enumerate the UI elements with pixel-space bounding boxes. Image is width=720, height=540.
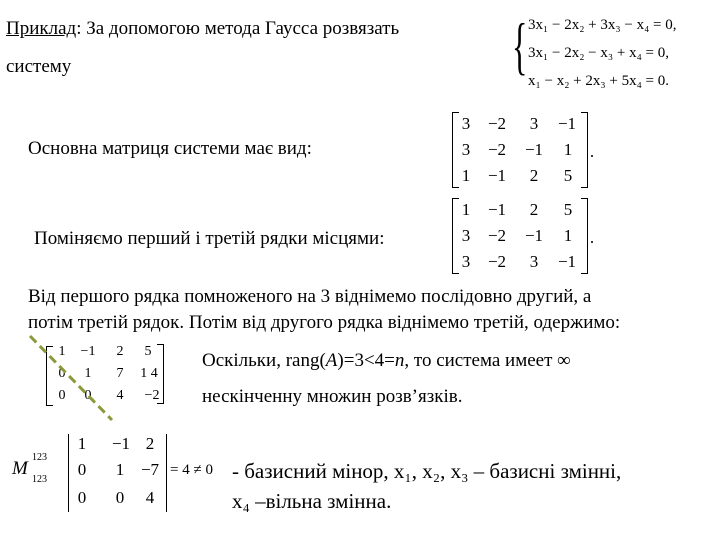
minor-sub: 123 xyxy=(32,474,47,485)
equation-system xyxy=(510,10,710,94)
rank-text-line2: нескінченну множин розв’язків. xyxy=(202,386,463,407)
matrix-cell: 2 xyxy=(529,200,539,219)
matrix-cell: 3 xyxy=(461,140,471,159)
equation-3: x₁ − x₂ + 2x₃ + 5x₄ = 0. xyxy=(528,73,670,89)
basis-minor xyxy=(12,432,228,512)
matrix-cell: 4 xyxy=(116,388,124,403)
dashed-diagonal-line xyxy=(30,336,112,420)
rank-text-n: n xyxy=(394,350,405,371)
matrix-cell: −2 xyxy=(487,114,507,133)
matrix-cell: −1 xyxy=(487,166,507,185)
matrix-cell: −1 xyxy=(487,200,507,219)
matrix-cell: 0 xyxy=(84,388,92,403)
matrix-tail: . xyxy=(589,228,595,247)
matrix-cell: 1 xyxy=(84,366,92,381)
matrix-cell: 5 xyxy=(144,344,152,359)
matrix-cell: −7 xyxy=(140,460,160,479)
minor-sup: 123 xyxy=(32,452,47,463)
left-brace: { xyxy=(512,10,528,81)
matrix-cell: 1 xyxy=(563,140,573,159)
matrix-cell: 5 xyxy=(563,200,573,219)
det-right-bar xyxy=(166,434,167,512)
matrix-cell: 0 xyxy=(77,460,87,479)
matrix-cell: −2 xyxy=(487,226,507,245)
matrix-cell: −1 xyxy=(524,140,544,159)
rank-text-c: )=3<4= xyxy=(337,350,395,371)
matrix-cell: 1 xyxy=(563,226,573,245)
matrix-cell: 3 xyxy=(461,114,471,133)
swapped-matrix xyxy=(452,198,596,274)
matrix-right-bracket xyxy=(581,198,588,274)
matrix-cell: 0 xyxy=(58,388,66,403)
matrix-cell: 5 xyxy=(563,166,573,185)
rank-text-a: Оскільки, rang( xyxy=(202,350,326,371)
matrix-tail: . xyxy=(589,142,595,161)
elimination-diagonal xyxy=(20,330,190,424)
matrix-cell: 7 xyxy=(116,366,124,381)
matrix-cell: −2 xyxy=(144,388,160,403)
basis-text-line1: - базисний мінор, x₁, x₂, x₃ – базисні змінні, xyxy=(232,459,622,483)
equation-1: 3x₁ − 2x₂ + 3x₃ − x₄ = 0, xyxy=(528,17,677,33)
rank-text-a-matrix: A xyxy=(325,350,338,371)
matrix-cell: 1 xyxy=(115,460,125,479)
matrix-cell: 1 xyxy=(77,434,87,453)
matrix-right-bracket xyxy=(581,112,588,188)
matrix-cell: −1 xyxy=(524,226,544,245)
rank-text-e: , то система имеет ∞ xyxy=(404,350,571,371)
minor-symbol: M xyxy=(12,458,28,479)
det-left-bar xyxy=(68,434,69,512)
main-matrix-text: Основна матриця системи має вид: xyxy=(28,138,312,159)
matrix-cell: 4 xyxy=(145,488,155,507)
matrix-cell: −2 xyxy=(487,252,507,271)
main-matrix xyxy=(452,112,596,188)
matrix-cell: 1 4 xyxy=(140,366,158,381)
basis-text-line2: x₄ –вільна змінна. xyxy=(232,489,392,513)
matrix-cell: 2 xyxy=(529,166,539,185)
matrix-cell: 3 xyxy=(461,252,471,271)
matrix-cell: 1 xyxy=(461,200,471,219)
matrix-cell: −1 xyxy=(557,252,577,271)
matrix-cell: −1 xyxy=(557,114,577,133)
matrix-cell: 0 xyxy=(77,488,87,507)
example-link[interactable]: Приклад xyxy=(6,18,77,39)
matrix-cell: 0 xyxy=(58,366,66,381)
swap-rows-text: Поміняємо перший і третій рядки місцями: xyxy=(34,228,385,249)
minor-value: = 4 ≠ 0 xyxy=(170,462,213,478)
matrix-cell: 1 xyxy=(58,344,66,359)
matrix-cell: 2 xyxy=(116,344,124,359)
header-text: : За допомогою метода Гаусса розвязать xyxy=(76,18,400,39)
header-line2: систему xyxy=(6,56,72,77)
matrix-cell: 1 xyxy=(461,166,471,185)
matrix-cell: −1 xyxy=(111,434,131,453)
matrix-cell: 2 xyxy=(145,434,155,453)
rank-text-line1 xyxy=(202,350,571,372)
matrix-cell: 3 xyxy=(529,252,539,271)
elimination-text-line1: Від першого рядка помноженого на 3 віднімемо послідовно другий, а xyxy=(28,286,592,307)
elimination-text-line2: потім третій рядок. Потім від другого рядка віднімемо третій, одержимо: xyxy=(28,312,621,333)
matrix-cell: 3 xyxy=(461,226,471,245)
matrix-cell: 0 xyxy=(115,488,125,507)
matrix-cell: −1 xyxy=(80,344,96,359)
header-line1 xyxy=(6,18,399,40)
matrix-cell: 3 xyxy=(529,114,539,133)
matrix-cell: −2 xyxy=(487,140,507,159)
equation-2: 3x₁ − 2x₂ − x₃ + x₄ = 0, xyxy=(528,45,670,61)
